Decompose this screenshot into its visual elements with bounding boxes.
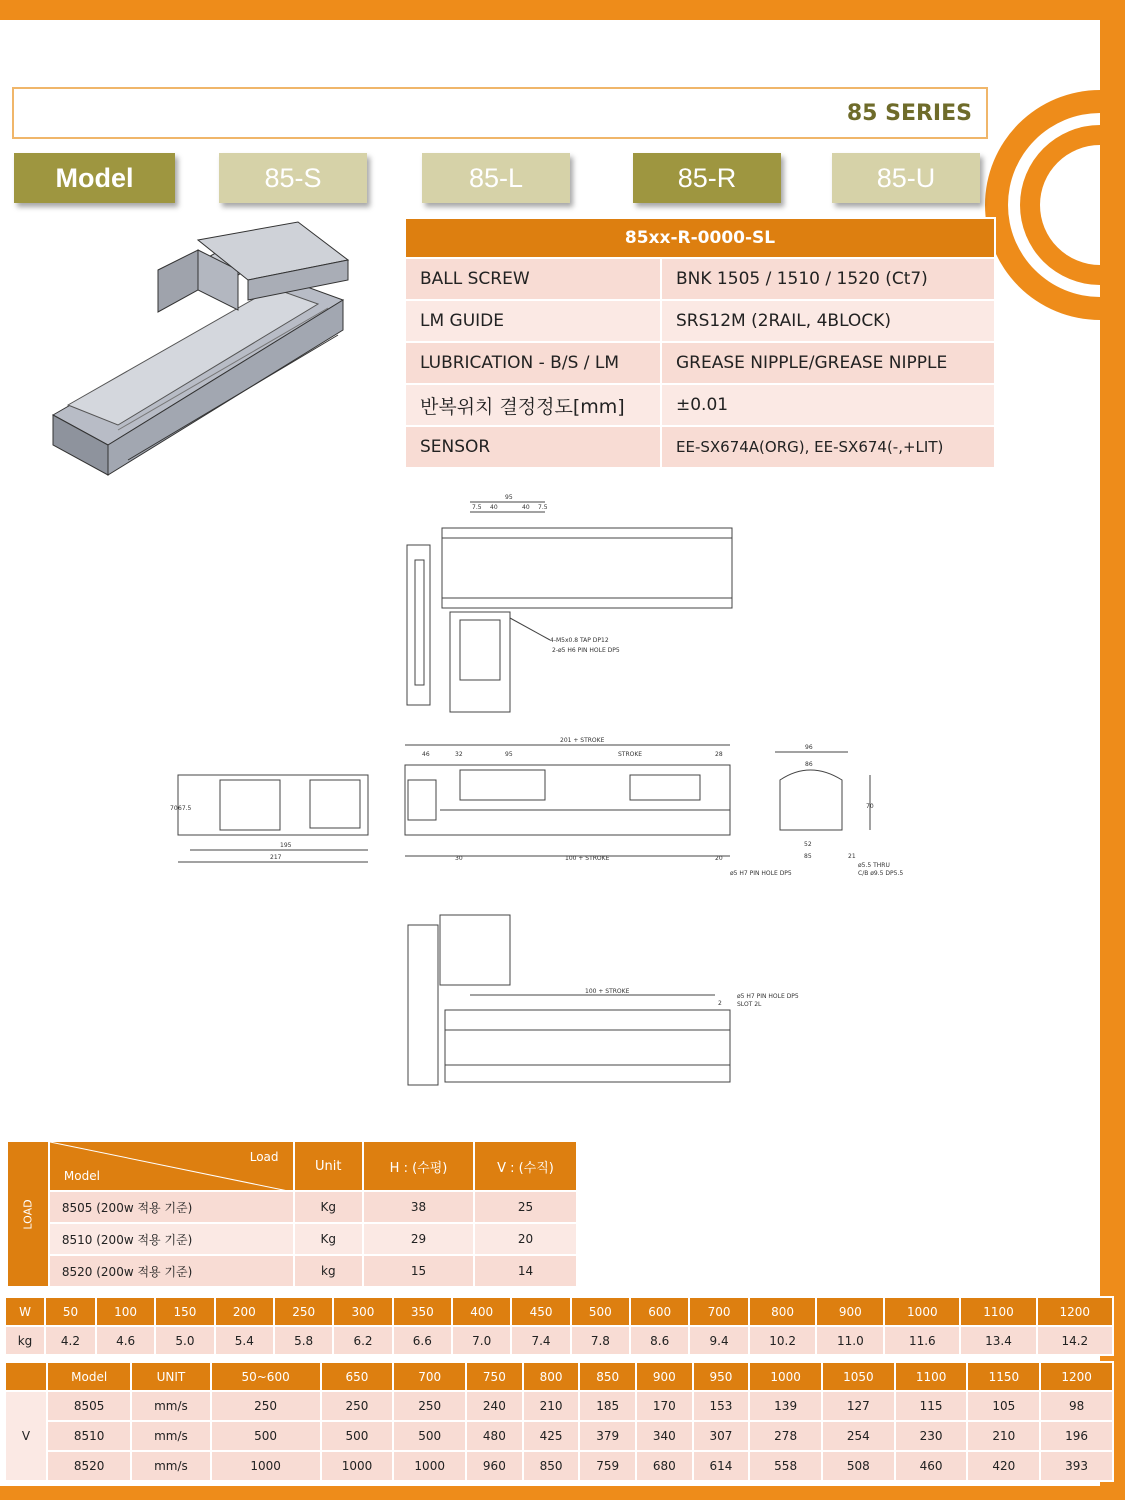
svg-text:217: 217 (270, 854, 282, 861)
table-cell: 8510 (47, 1421, 131, 1451)
table-cell: 700 (393, 1362, 466, 1391)
table-cell: 100 (96, 1297, 155, 1326)
table-cell: 150 (155, 1297, 214, 1326)
table-cell: 4.6 (96, 1326, 155, 1355)
svg-text:40: 40 (490, 504, 498, 511)
svg-text:95: 95 (505, 494, 513, 501)
table-cell: 8520 (47, 1451, 131, 1481)
table-cell: 1100 (960, 1297, 1036, 1326)
svg-text:85: 85 (804, 853, 812, 860)
table-cell: 700 (689, 1297, 748, 1326)
table-cell: 1000 (749, 1362, 822, 1391)
spec-row (405, 300, 995, 342)
table-row: 8520 (200w 적용 기준) kg 15 14 (7, 1255, 577, 1287)
svg-text:95: 95 (505, 751, 513, 758)
table-cell: 1050 (822, 1362, 895, 1391)
table-cell: 850 (579, 1362, 636, 1391)
table-cell: 307 (693, 1421, 750, 1451)
table-cell: 558 (749, 1451, 822, 1481)
table-cell: 185 (579, 1391, 636, 1421)
svg-text:195: 195 (280, 842, 292, 849)
svg-text:28: 28 (715, 751, 723, 758)
table-cell: Model (47, 1362, 131, 1391)
table-cell: 800 (523, 1362, 580, 1391)
spec-row (405, 342, 995, 384)
spec-label: LM GUIDE (405, 300, 661, 342)
spec-label: BALL SCREW (405, 258, 661, 300)
table-cell: 11.0 (816, 1326, 884, 1355)
svg-text:96: 96 (805, 744, 813, 751)
table-row (5, 1421, 1113, 1451)
table-row (5, 1297, 1113, 1326)
svg-text:30: 30 (455, 855, 463, 862)
svg-text:7.5: 7.5 (538, 504, 548, 511)
table-cell: 127 (822, 1391, 895, 1421)
tab-85-s[interactable]: 85-S (219, 153, 367, 203)
drawing-top-view (407, 494, 732, 712)
table-cell: 850 (523, 1451, 580, 1481)
svg-text:STROKE: STROKE (618, 751, 643, 758)
table-cell: 196 (1040, 1421, 1113, 1451)
table-cell: 254 (822, 1421, 895, 1451)
svg-text:21: 21 (848, 853, 856, 860)
col-header: Unit (294, 1141, 364, 1191)
table-cell: 500 (393, 1421, 466, 1451)
table-cell: 759 (579, 1451, 636, 1481)
spec-value: ±0.01 (661, 384, 995, 426)
col-header: H : (수평) (363, 1141, 474, 1191)
svg-text:4-M5x0.8 TAP DP12: 4-M5x0.8 TAP DP12 (550, 637, 609, 644)
load-table (6, 1140, 578, 1288)
svg-text:SLOT 2L: SLOT 2L (737, 1001, 762, 1008)
table-cell: 278 (749, 1421, 822, 1451)
table-cell: 105 (967, 1391, 1040, 1421)
svg-text:2: 2 (718, 1000, 722, 1007)
table-cell: 5.4 (215, 1326, 274, 1355)
drawing-bottom-view (408, 915, 799, 1085)
table-cell: 800 (749, 1297, 817, 1326)
table-cell: 6.6 (393, 1326, 452, 1355)
row-header: kg (5, 1326, 45, 1355)
table-cell: mm/s (131, 1421, 210, 1451)
table-cell: 379 (579, 1421, 636, 1451)
table-cell: 950 (693, 1362, 750, 1391)
svg-text:2-ø5 H6 PIN HOLE DP5: 2-ø5 H6 PIN HOLE DP5 (552, 647, 620, 654)
table-cell: 425 (523, 1421, 580, 1451)
table-cell: 500 (321, 1421, 394, 1451)
spec-row (405, 426, 995, 468)
table-cell: 9.4 (689, 1326, 748, 1355)
table-row (5, 1326, 1113, 1355)
drawing-front-view (405, 737, 792, 877)
table-cell: 250 (211, 1391, 321, 1421)
table-cell: 250 (393, 1391, 466, 1421)
table-row: 8505 (200w 적용 기준) Kg 38 25 (7, 1191, 577, 1223)
drawing-end-view (775, 744, 903, 877)
weight-table (4, 1296, 1114, 1356)
spec-row (405, 384, 995, 426)
table-cell: 650 (321, 1362, 394, 1391)
table-cell: 1000 (393, 1451, 466, 1481)
actuator-image (48, 220, 353, 490)
svg-text:100 + STROKE: 100 + STROKE (565, 855, 610, 862)
corner-cell (5, 1362, 47, 1391)
table-cell: 450 (511, 1297, 570, 1326)
table-cell: 1200 (1040, 1362, 1113, 1391)
table-cell: 10.2 (749, 1326, 817, 1355)
svg-text:70: 70 (170, 805, 178, 812)
svg-text:32: 32 (455, 751, 463, 758)
svg-text:52: 52 (804, 841, 812, 848)
table-cell: 14.2 (1037, 1326, 1113, 1355)
spec-value: BNK 1505 / 1510 / 1520 (Ct7) (661, 258, 995, 300)
table-cell: 1000 (321, 1451, 394, 1481)
table-cell: 960 (466, 1451, 523, 1481)
svg-text:46: 46 (422, 751, 430, 758)
bottom-border (0, 1486, 1125, 1500)
technical-drawing (170, 490, 910, 1110)
drawing-side-view (170, 775, 368, 862)
table-cell: 680 (636, 1451, 693, 1481)
table-cell: 240 (466, 1391, 523, 1421)
table-cell: 5.8 (274, 1326, 333, 1355)
tab-85-u[interactable]: 85-U (832, 153, 980, 203)
svg-text:67.5: 67.5 (178, 805, 192, 812)
series-banner (12, 87, 988, 139)
spec-value: GREASE NIPPLE/GREASE NIPPLE (661, 342, 995, 384)
table-cell: 250 (274, 1297, 333, 1326)
table-cell: 500 (211, 1421, 321, 1451)
table-cell: 350 (393, 1297, 452, 1326)
spec-value: SRS12M (2RAIL, 4BLOCK) (661, 300, 995, 342)
table-cell: 460 (895, 1451, 968, 1481)
tab-85-r[interactable]: 85-R (633, 153, 781, 203)
table-cell: 400 (452, 1297, 511, 1326)
table-cell: 115 (895, 1391, 968, 1421)
table-cell: 170 (636, 1391, 693, 1421)
table-cell: 500 (571, 1297, 630, 1326)
table-row: 8510 (200w 적용 기준) Kg 29 20 (7, 1223, 577, 1255)
table-cell: 7.8 (571, 1326, 630, 1355)
table-cell: 420 (967, 1451, 1040, 1481)
svg-text:ø5.5 THRU: ø5.5 THRU (858, 862, 890, 869)
col-header: V : (수직) (474, 1141, 577, 1191)
table-cell: 600 (630, 1297, 689, 1326)
table-cell: 4.2 (45, 1326, 96, 1355)
table-cell: 900 (636, 1362, 693, 1391)
table-cell: UNIT (131, 1362, 210, 1391)
table-cell: 7.4 (511, 1326, 570, 1355)
right-border (1100, 20, 1125, 1500)
table-cell: 508 (822, 1451, 895, 1481)
table-row (5, 1451, 1113, 1481)
svg-text:40: 40 (522, 504, 530, 511)
speed-table (4, 1361, 1114, 1482)
table-cell: 480 (466, 1421, 523, 1451)
table-cell: 1150 (967, 1362, 1040, 1391)
tab-model: Model (14, 153, 175, 203)
table-cell: 6.2 (333, 1326, 392, 1355)
spec-title: 85xx-R-0000-SL (405, 218, 995, 258)
table-cell: 1000 (884, 1297, 960, 1326)
series-title: 85 SERIES (846, 101, 972, 126)
table-cell: 1100 (895, 1362, 968, 1391)
table-cell: 8.6 (630, 1326, 689, 1355)
row-header: W (5, 1297, 45, 1326)
table-cell: 750 (466, 1362, 523, 1391)
spec-row (405, 258, 995, 300)
table-cell: 139 (749, 1391, 822, 1421)
table-cell: 7.0 (452, 1326, 511, 1355)
svg-text:100 + STROKE: 100 + STROKE (585, 988, 630, 995)
svg-text:ø5 H7 PIN HOLE DP5: ø5 H7 PIN HOLE DP5 (737, 993, 799, 1000)
table-cell: 11.6 (884, 1326, 960, 1355)
top-border (0, 0, 1125, 20)
table-cell: mm/s (131, 1391, 210, 1421)
table-cell: mm/s (131, 1451, 210, 1481)
svg-text:7.5: 7.5 (472, 504, 482, 511)
spec-label: 반복위치 결정정도[mm] (405, 384, 661, 426)
svg-text:201 + STROKE: 201 + STROKE (560, 737, 605, 744)
table-cell: 50 (45, 1297, 96, 1326)
table-cell: 230 (895, 1421, 968, 1451)
table-cell: 5.0 (155, 1326, 214, 1355)
tab-85-l[interactable]: 85-L (422, 153, 570, 203)
table-cell: 900 (816, 1297, 884, 1326)
load-side-label: LOAD (7, 1141, 49, 1287)
table-cell: 1000 (211, 1451, 321, 1481)
table-row (5, 1391, 1113, 1421)
table-cell: 13.4 (960, 1326, 1036, 1355)
table-cell: 50~600 (211, 1362, 321, 1391)
spec-label: LUBRICATION - B/S / LM (405, 342, 661, 384)
svg-text:ø5 H7 PIN HOLE DP5: ø5 H7 PIN HOLE DP5 (730, 870, 792, 877)
svg-text:20: 20 (715, 855, 723, 862)
spec-value: EE-SX674A(ORG), EE-SX674(-,+LIT) (661, 426, 995, 468)
spec-label: SENSOR (405, 426, 661, 468)
row-header: V (5, 1391, 47, 1481)
svg-text:C/B ø9.5 DP5.5: C/B ø9.5 DP5.5 (858, 870, 904, 877)
table-row (5, 1362, 1113, 1391)
table-cell: 1200 (1037, 1297, 1113, 1326)
table-cell: 300 (333, 1297, 392, 1326)
table-cell: 340 (636, 1421, 693, 1451)
load-corner-header: Load Model (49, 1141, 294, 1191)
table-cell: 614 (693, 1451, 750, 1481)
table-cell: 8505 (47, 1391, 131, 1421)
svg-text:86: 86 (805, 761, 813, 768)
svg-text:70: 70 (866, 803, 874, 810)
table-cell: 393 (1040, 1451, 1113, 1481)
table-cell: 153 (693, 1391, 750, 1421)
table-cell: 210 (523, 1391, 580, 1421)
table-cell: 200 (215, 1297, 274, 1326)
table-cell: 98 (1040, 1391, 1113, 1421)
spec-table (404, 217, 996, 469)
table-cell: 210 (967, 1421, 1040, 1451)
table-cell: 250 (321, 1391, 394, 1421)
